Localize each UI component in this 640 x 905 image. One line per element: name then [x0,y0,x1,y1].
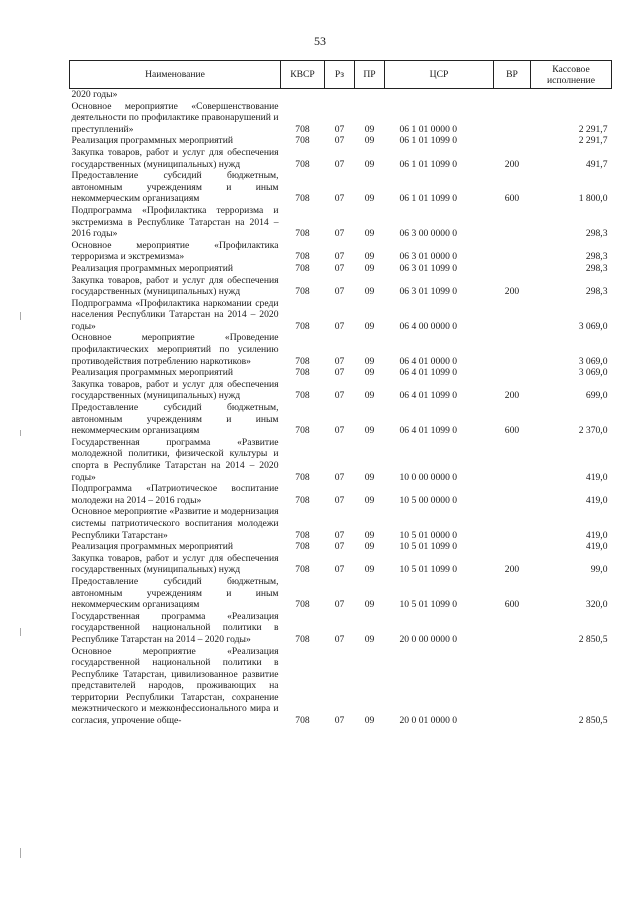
cell-csr: 06 4 01 1099 0 [399,367,458,379]
cell-rz: 07 [334,425,345,437]
cell-csr: 10 5 01 1099 0 [399,564,458,576]
cell-sum: 3 069,0 [578,320,608,332]
cell-rz: 07 [334,471,345,483]
cell-kvsr: 708 [295,135,310,147]
cell-rz: 07 [334,633,345,645]
table-row [70,332,612,367]
cell-vr: 200 [504,390,520,402]
column-header-vr: ВР [494,61,531,89]
cell-sum: 298,3 [585,228,608,240]
cell-name: Основное мероприятие «Реализация государственной национальной политики в Республике Татарстан, цивилизованное развитие представителей народов, проживающих на территории Республики Татарстан, сохранение межэтнического и межконфессионального мира и согласия, упрочение обще- [71,645,279,727]
cell-pr: 09 [364,135,375,147]
cell-rz: 07 [334,251,345,263]
cell-name: Реализация программных мероприятий [71,541,233,553]
cell-vr [494,541,531,553]
cell-vr: 200 [504,286,520,298]
page-number: 53 [314,34,326,48]
cell-name: Основное мероприятие «Совершенствование деятельности по профилактике правонарушений и преступлений» [71,100,279,135]
cell-pr: 09 [364,123,375,135]
cell-rz: 07 [334,123,345,135]
cell-name: Подпрограмма «Профилактика терроризма и экстремизма в Республике Татарстан на 2014 – 2016 годы» [71,204,279,240]
cell-name: Реализация программных мероприятий [71,262,233,274]
cell-sum: 298,3 [585,251,608,263]
cell-vr [494,263,531,275]
table-row [70,89,612,101]
cell-vr [494,240,531,263]
cell-vr [494,506,531,541]
cell-kvsr: 708 [295,541,310,553]
cell-csr: 10 5 01 1099 0 [399,599,458,611]
cell-pr: 09 [364,355,375,367]
cell-csr: 06 3 01 1099 0 [399,262,458,274]
cell-csr: 06 1 01 1099 0 [399,135,458,147]
cell-rz: 07 [334,193,345,205]
cell-name: Основное мероприятие «Проведение профилактических мероприятий по усилению противодействия потреблению наркотиков» [71,332,279,367]
budget-table [69,60,612,727]
cell-name: Закупка товаров, работ и услуг для обеспечения государственных (муниципальных) нужд [71,552,279,576]
cell-rz: 07 [334,715,345,727]
cell-sum: 699,0 [585,390,608,402]
cell-vr [494,611,531,646]
table-row [70,275,612,298]
table-row [70,135,612,147]
cell-csr: 20 0 01 0000 0 [399,715,458,727]
cell-rz: 07 [334,158,345,170]
cell-vr [494,646,531,727]
cell-vr: 200 [504,158,520,170]
cell-rz: 07 [334,135,345,147]
cell-pr: 09 [364,262,375,274]
cell-pr: 09 [364,320,375,332]
cell-kvsr: 708 [295,494,310,506]
cell-kvsr: 708 [295,529,310,541]
cell-kvsr: 708 [295,193,310,205]
cell-rz [325,89,355,101]
cell-sum: 3 069,0 [578,355,608,367]
cell-kvsr: 708 [295,158,310,170]
cell-kvsr: 708 [295,262,310,274]
cell-sum: 2 291,7 [578,123,608,135]
table-row [70,576,612,611]
cell-rz: 07 [334,541,345,553]
cell-name: 2020 годы» [71,89,118,100]
cell-vr: 600 [504,599,520,611]
cell-kvsr: 708 [295,599,310,611]
cell-vr [494,367,531,379]
cell-vr [494,332,531,367]
column-header-pr: ПР [355,61,385,89]
cell-csr: 10 5 01 1099 0 [399,541,458,553]
cell-vr: 600 [504,425,520,437]
cell-pr: 09 [364,193,375,205]
cell-vr [494,483,531,506]
cell-csr: 06 1 01 1099 0 [399,158,458,170]
table-row [70,101,612,136]
table-row [70,541,612,553]
cell-kvsr: 708 [295,367,310,379]
table-row [70,506,612,541]
cell-name: Государственная программа «Развитие молодежной политики, физической культуры и спорта в Республике Татарстан на 2014 – 2020 годы» [71,436,279,483]
cell-kvsr: 708 [295,228,310,240]
table-header [70,61,612,89]
cell-rz: 07 [334,367,345,379]
table-row [70,298,612,333]
cell-sum: 298,3 [585,286,608,298]
cell-pr: 09 [364,633,375,645]
cell-vr [494,298,531,333]
cell-sum [531,89,612,101]
cell-pr: 09 [364,158,375,170]
column-header-csr: ЦСР [385,61,494,89]
cell-csr: 10 0 00 0000 0 [399,471,458,483]
table-body [70,89,612,727]
cell-name: Реализация программных мероприятий [71,367,233,379]
cell-kvsr: 708 [295,320,310,332]
cell-csr: 20 0 00 0000 0 [399,633,458,645]
cell-sum: 2 370,0 [578,425,608,437]
column-header-rz: Рз [325,61,355,89]
cell-kvsr: 708 [295,715,310,727]
cell-name: Предоставление субсидий бюджетным, автономным учреждениям и иным некоммерческим организациям [71,575,279,611]
cell-pr: 09 [364,494,375,506]
cell-kvsr: 708 [295,564,310,576]
cell-sum: 419,0 [585,529,608,541]
cell-sum: 2 291,7 [578,135,608,147]
table-row [70,611,612,646]
cell-pr: 09 [364,390,375,402]
cell-pr: 09 [364,529,375,541]
table-row [70,205,612,240]
cell-csr: 06 4 01 1099 0 [399,390,458,402]
cell-name: Закупка товаров, работ и услуг для обеспечения государственных (муниципальных) нужд [71,274,279,298]
cell-name: Государственная программа «Реализация государственной национальной политики в Республике Татарстан на 2014 – 2020 годы» [71,610,279,645]
cell-vr [494,89,531,101]
cell-name: Предоставление субсидий бюджетным, автономным учреждениям и иным некоммерческим организациям [71,170,279,205]
cell-rz: 07 [334,599,345,611]
scan-margin-mark [20,848,21,858]
cell-csr: 06 3 01 0000 0 [399,251,458,263]
table-row [70,646,612,727]
cell-sum: 298,3 [585,262,608,274]
cell-pr: 09 [364,286,375,298]
column-header-sum: Кассовое исполнение [531,61,612,89]
cell-kvsr: 708 [295,286,310,298]
cell-pr: 09 [364,541,375,553]
cell-csr: 10 5 00 0000 0 [399,494,458,506]
scan-margin-mark [20,430,21,436]
cell-pr: 09 [364,471,375,483]
cell-sum: 419,0 [585,494,608,506]
cell-kvsr: 708 [295,633,310,645]
table-row [70,379,612,402]
table-row [70,402,612,437]
cell-rz: 07 [334,228,345,240]
cell-csr [385,89,494,101]
cell-csr: 10 5 01 0000 0 [399,529,458,541]
cell-rz: 07 [334,494,345,506]
cell-sum: 491,7 [585,158,608,170]
cell-sum: 320,0 [585,599,608,611]
cell-kvsr: 708 [295,471,310,483]
cell-vr [494,101,531,136]
cell-pr: 09 [364,599,375,611]
cell-rz: 07 [334,262,345,274]
cell-sum: 1 800,0 [578,193,608,205]
cell-name: Предоставление субсидий бюджетным, автономным учреждениям и иным некоммерческим организациям [71,402,279,437]
table-row [70,170,612,205]
cell-sum: 2 850,5 [578,633,608,645]
cell-kvsr: 708 [295,425,310,437]
table-row [70,240,612,263]
cell-rz: 07 [334,529,345,541]
cell-rz: 07 [334,390,345,402]
cell-pr [355,89,385,101]
cell-csr: 06 3 01 1099 0 [399,286,458,298]
cell-kvsr [281,89,325,101]
cell-name: Подпрограмма «Патриотическое воспитание молодежи на 2014 – 2016 годы» [71,483,279,506]
cell-csr: 06 4 00 0000 0 [399,320,458,332]
table-row [70,483,612,506]
cell-csr: 06 4 01 1099 0 [399,425,458,437]
cell-rz: 07 [334,564,345,576]
cell-csr: 06 3 00 0000 0 [399,228,458,240]
column-header-kvsr: КВСР [281,61,325,89]
cell-name: Закупка товаров, работ и услуг для обеспечения государственных (муниципальных) нужд [71,378,279,402]
cell-rz: 07 [334,320,345,332]
cell-csr: 06 1 01 0000 0 [399,123,458,135]
cell-name: Основное мероприятие «Развитие и модернизация системы патриотического воспитания молодежи Республики Татарстан» [71,506,279,541]
cell-csr: 06 1 01 1099 0 [399,193,458,205]
cell-vr [494,135,531,147]
cell-pr: 09 [364,367,375,379]
cell-kvsr: 708 [295,355,310,367]
cell-kvsr: 708 [295,123,310,135]
table-row [70,263,612,275]
cell-vr [494,205,531,240]
cell-name: Реализация программных мероприятий [71,135,233,147]
cell-sum: 419,0 [585,541,608,553]
cell-vr: 200 [504,564,520,576]
cell-pr: 09 [364,564,375,576]
cell-kvsr: 708 [295,251,310,263]
cell-name: Основное мероприятие «Профилактика терроризма и экстремизма» [71,239,279,263]
cell-name: Подпрограмма «Профилактика наркомании среди населения Республики Татарстан на 2014 – 2020 годы» [71,297,279,332]
cell-sum: 419,0 [585,471,608,483]
table-row [70,553,612,576]
cell-pr: 09 [364,228,375,240]
cell-pr: 09 [364,251,375,263]
scan-margin-mark [20,628,21,636]
cell-name: Закупка товаров, работ и услуг для обеспечения государственных (муниципальных) нужд [71,146,279,170]
cell-sum: 3 069,0 [578,367,608,379]
cell-sum: 2 850,5 [578,715,608,727]
column-header-name: Наименование [70,61,281,89]
table-row [70,437,612,483]
cell-rz: 07 [334,355,345,367]
cell-pr: 09 [364,425,375,437]
cell-rz: 07 [334,286,345,298]
table-row [70,367,612,379]
cell-vr: 600 [504,193,520,205]
cell-sum: 99,0 [590,564,608,576]
cell-pr: 09 [364,715,375,727]
cell-vr [494,437,531,483]
cell-kvsr: 708 [295,390,310,402]
cell-csr: 06 4 01 0000 0 [399,355,458,367]
scan-margin-mark [20,312,21,320]
table-row [70,147,612,170]
